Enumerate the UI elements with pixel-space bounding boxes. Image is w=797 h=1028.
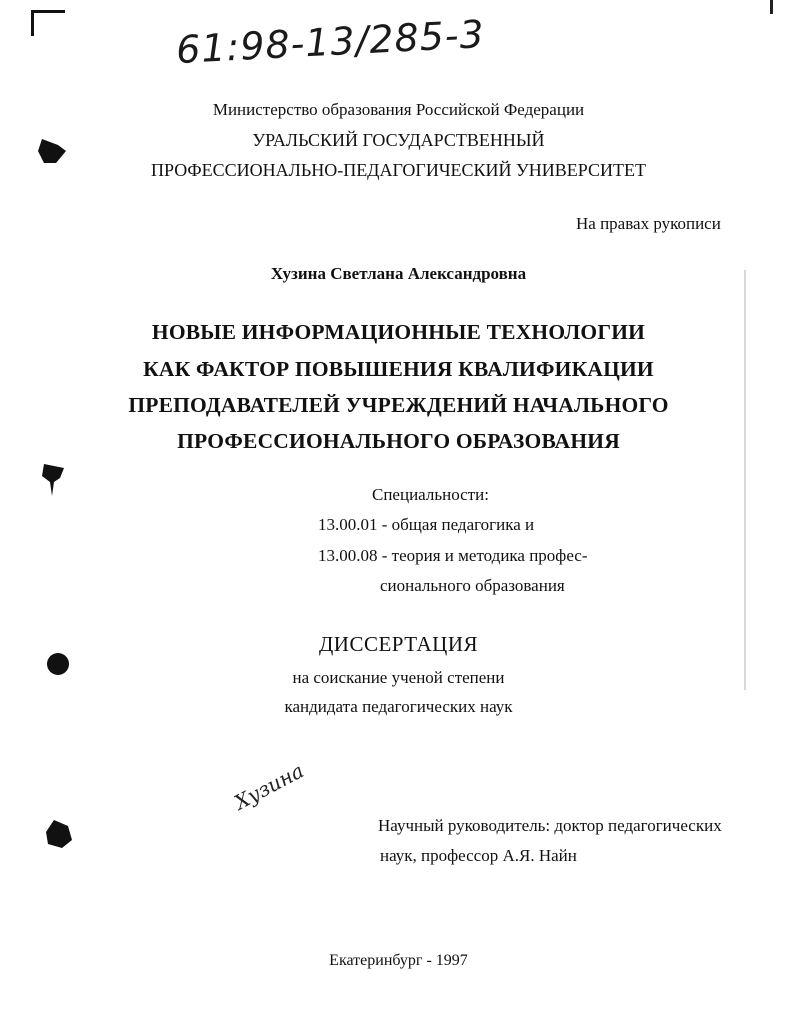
archive-code-handwritten: 61:98-13/285-3 [175, 11, 486, 73]
scan-corner-mark-horizontal [31, 10, 65, 13]
ministry-name: Министерство образования Российской Федерации [212, 100, 585, 119]
university-name-line2: ПРОФЕССИОНАЛЬНО-ПЕДАГОГИЧЕСКИЙ УНИВЕРСИТЕТ [150, 160, 646, 180]
binding-hole-4 [44, 818, 74, 850]
dissertation-title-line3: ПРЕПОДАВАТЕЛЕЙ УЧРЕЖДЕНИЙ НАЧАЛЬНОГО [128, 393, 669, 417]
university-name-line1: УРАЛЬСКИЙ ГОСУДАРСТВЕННЫЙ [252, 130, 545, 150]
dissertation-title-line2: КАК ФАКТОР ПОВЫШЕНИЯ КВАЛИФИКАЦИИ [143, 357, 654, 381]
specialty-2-continued: сионального образования [380, 576, 565, 595]
supervisor-line1: Научный руководитель: доктор педагогических [378, 816, 722, 835]
document-type: ДИССЕРТАЦИЯ [318, 632, 479, 656]
degree-line1: на соискание ученой степени [292, 668, 505, 687]
scan-corner-mark [31, 10, 34, 36]
manuscript-rights-note: На правах рукописи [576, 214, 721, 233]
dissertation-title-line1: НОВЫЕ ИНФОРМАЦИОННЫЕ ТЕХНОЛОГИИ [151, 320, 646, 344]
author-name: Хузина Светлана Александровна [270, 264, 527, 283]
degree-line2: кандидата педагогических наук [284, 697, 513, 716]
scan-edge-mark [770, 0, 773, 14]
place-and-year: Екатеринбург - 1997 [329, 952, 468, 969]
author-signature: Хузина [230, 758, 308, 815]
specialties-label: Специальности: [372, 485, 489, 504]
specialty-1: 13.00.01 - общая педагогика и [318, 515, 535, 534]
dissertation-title-line4: ПРОФЕССИОНАЛЬНОГО ОБРАЗОВАНИЯ [177, 429, 620, 453]
binding-hole-2 [40, 458, 68, 498]
supervisor-line2: наук, профессор А.Я. Найн [380, 846, 577, 865]
specialty-2: 13.00.08 - теория и методика профес- [318, 546, 588, 565]
